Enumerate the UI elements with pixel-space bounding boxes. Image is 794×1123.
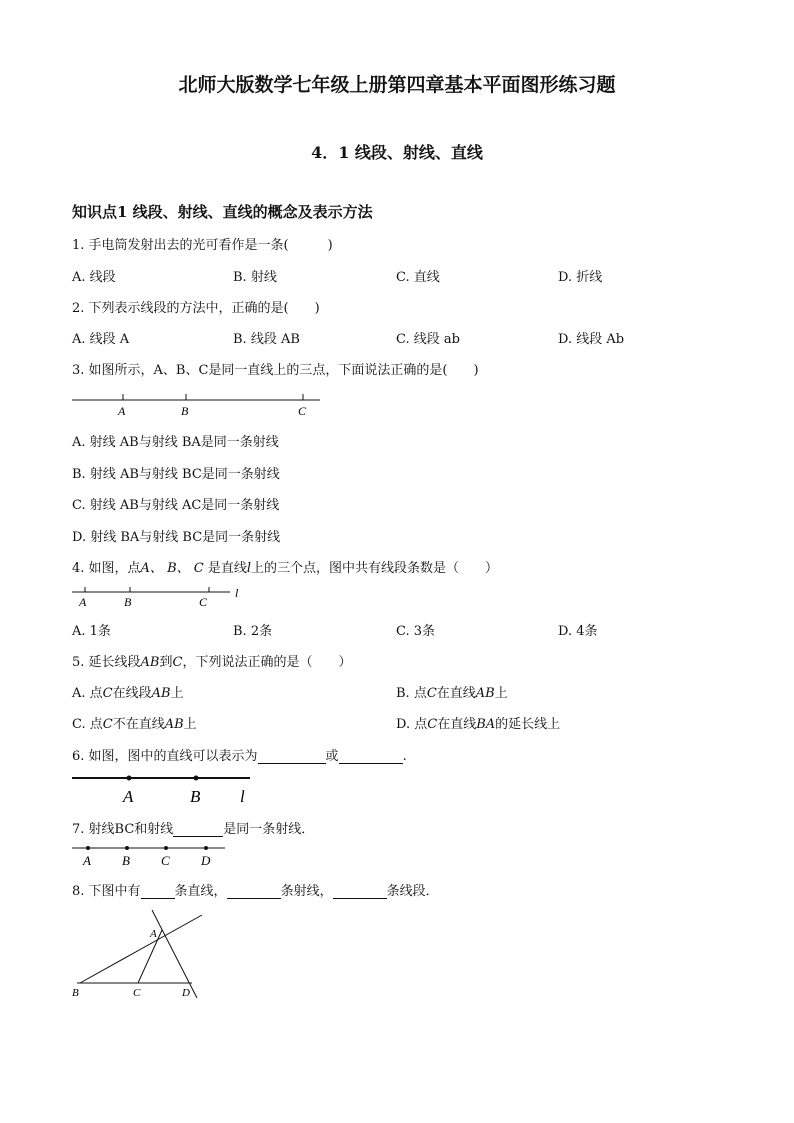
option-point: C xyxy=(102,717,113,732)
option-line: AB xyxy=(475,686,495,701)
label-b: B xyxy=(190,787,201,806)
stem-text: 条线段． xyxy=(386,884,439,899)
question-3-option-c: C. 射线 AB与射线 AC是同一条射线 xyxy=(72,498,280,513)
stem-text: 上的三个点，图中共有线段条数是（ ） xyxy=(251,561,499,576)
question-1-option-d: D. 折线 xyxy=(558,270,603,285)
answer-blank[interactable] xyxy=(333,884,387,899)
label-b: B xyxy=(122,853,130,868)
answer-blank[interactable] xyxy=(339,749,403,764)
question-4-stem xyxy=(72,557,498,576)
question-2-option-d: D. 线段 Ab xyxy=(558,332,625,347)
question-4-option-a: A. 1条 xyxy=(72,624,111,639)
option-text: D. 点 xyxy=(396,717,428,732)
stem-text: 6. 如图，图中的直线可以表示为 xyxy=(72,749,258,764)
question-1-option-a: A. 线段 xyxy=(72,270,116,285)
label-c: C xyxy=(133,987,141,999)
question-5-option-a xyxy=(72,682,184,701)
question-3-stem: 3. 如图所示，A、B、C是同一直线上的三点，下面说法正确的是( ) xyxy=(72,363,479,378)
label-d: D xyxy=(201,853,211,868)
question-3-option-a: A. 射线 AB与射线 BA是同一条射线 xyxy=(72,435,279,450)
option-point: C xyxy=(102,686,113,701)
question-3-option-d: D. 射线 BA与射线 BC是同一条射线 xyxy=(72,530,281,545)
option-text: 的延长线上 xyxy=(495,717,561,732)
stem-text: 4. 如图，点 xyxy=(72,561,141,576)
question-8-stem xyxy=(72,880,439,899)
document-title: 北师大版数学七年级上册第四章基本平面图形练习题 xyxy=(178,74,616,96)
point-d xyxy=(204,846,208,850)
option-text: 上 xyxy=(170,686,184,701)
label-a: A xyxy=(79,595,87,609)
label-l: l xyxy=(240,787,245,806)
question-3-figure xyxy=(70,390,330,420)
answer-blank[interactable] xyxy=(141,884,175,899)
stem-text: 或 xyxy=(325,749,339,764)
stem-text: 5. 延长线段 xyxy=(72,655,141,670)
stem-text: 是同一条射线． xyxy=(223,822,315,837)
stem-text: 条直线， xyxy=(174,884,227,899)
answer-blank[interactable] xyxy=(258,749,326,764)
option-text: 上 xyxy=(494,686,508,701)
question-5-option-d xyxy=(396,713,560,732)
stem-text: 7. 射线BC和射线 xyxy=(72,822,174,837)
option-text: C. 点 xyxy=(72,717,103,732)
question-8-figure xyxy=(70,908,210,1000)
question-4-option-c: C. 3条 xyxy=(396,624,436,639)
stem-text: 到 xyxy=(159,655,173,670)
stem-text: ，下列说法正确的是（ ） xyxy=(182,655,352,670)
question-5-option-b xyxy=(396,682,508,701)
label-c: C xyxy=(199,595,208,609)
option-text: B. 点 xyxy=(396,686,427,701)
point-b xyxy=(194,776,199,781)
option-point: C xyxy=(426,686,437,701)
stem-text: 是直线 xyxy=(203,561,247,576)
question-2-option-a: A. 线段 A xyxy=(72,332,130,347)
question-2-option-b: B. 线段 AB xyxy=(233,332,300,347)
point-b xyxy=(125,846,129,850)
option-point: C xyxy=(427,717,438,732)
stem-segment-name: AB xyxy=(140,655,160,670)
stem-text: . xyxy=(402,749,407,764)
label-c: C xyxy=(161,853,170,868)
stem-point-name: C xyxy=(172,655,183,670)
option-text: 不在直线 xyxy=(112,717,165,732)
label-a: A xyxy=(118,404,126,418)
label-b: B xyxy=(181,404,189,418)
question-7-figure xyxy=(70,842,230,870)
label-b: B xyxy=(124,595,132,609)
point-c xyxy=(164,846,168,850)
option-line: AB xyxy=(164,717,184,732)
option-text: 在线段 xyxy=(112,686,152,701)
stem-points: A、 B、 C xyxy=(140,561,204,576)
question-7-stem xyxy=(72,818,314,837)
question-4-figure xyxy=(70,585,250,611)
option-text: 上 xyxy=(183,717,197,732)
answer-blank[interactable] xyxy=(227,884,281,899)
answer-blank[interactable] xyxy=(173,822,223,837)
option-text: 在直线 xyxy=(437,717,477,732)
label-b: B xyxy=(72,987,79,999)
question-3-option-b: B. 射线 AB与射线 BC是同一条射线 xyxy=(72,467,280,482)
question-1-stem: 1. 手电筒发射出去的光可看作是一条( ) xyxy=(72,238,333,253)
question-6-stem xyxy=(72,745,407,764)
question-1-option-b: B. 射线 xyxy=(233,270,277,285)
question-4-option-d: D. 4条 xyxy=(558,624,598,639)
option-line: BA xyxy=(476,717,496,732)
option-segment: AB xyxy=(151,686,171,701)
question-5-stem xyxy=(72,651,351,670)
label-c: C xyxy=(298,404,307,418)
stem-text: 条射线， xyxy=(280,884,333,899)
stem-line-name: l xyxy=(246,561,252,576)
knowledge-point-heading: 知识点1 线段、射线、直线的概念及表示方法 xyxy=(72,203,373,221)
label-a: A xyxy=(83,853,91,868)
option-text: A. 点 xyxy=(72,686,103,701)
question-2-option-c: C. 线段 ab xyxy=(396,332,460,347)
question-1-option-c: C. 直线 xyxy=(396,270,440,285)
section-subtitle: 4．1 线段、射线、直线 xyxy=(311,143,483,162)
question-6-figure xyxy=(70,772,270,806)
line-ad xyxy=(152,910,197,998)
question-4-option-b: B. 2条 xyxy=(233,624,273,639)
option-text: 在直线 xyxy=(436,686,476,701)
stem-text: 8. 下图中有 xyxy=(72,884,141,899)
label-l: l xyxy=(235,586,239,600)
label-a: A xyxy=(150,928,157,940)
label-a: A xyxy=(123,787,134,806)
question-5-option-c xyxy=(72,713,197,732)
label-d: D xyxy=(182,987,190,999)
point-a xyxy=(86,846,90,850)
point-a xyxy=(127,776,132,781)
question-2-stem: 2. 下列表示线段的方法中，正确的是( ) xyxy=(72,301,320,316)
